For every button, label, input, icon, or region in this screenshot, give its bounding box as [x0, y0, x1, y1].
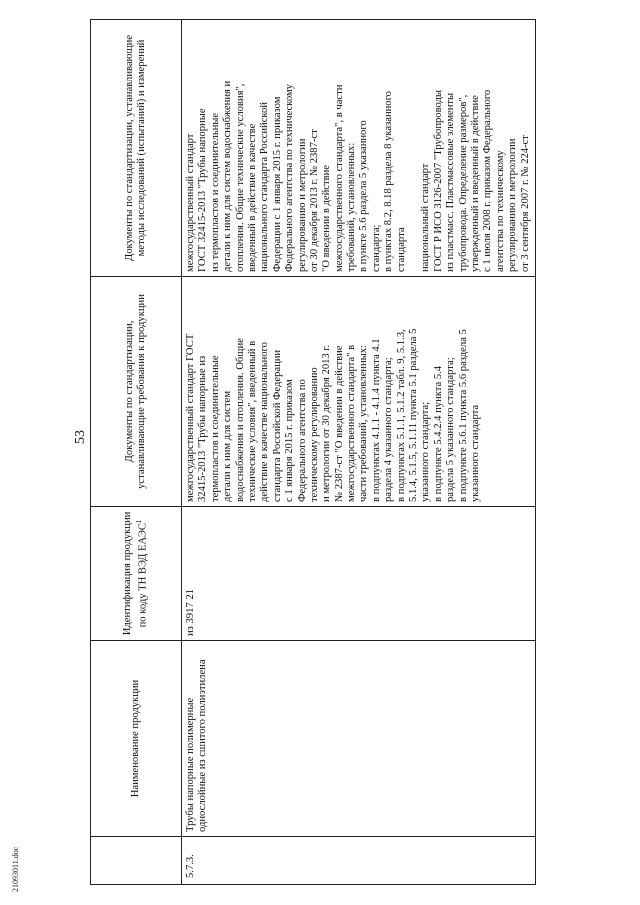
header-num: [91, 837, 182, 885]
header-product-name: Наименование продукции: [91, 641, 182, 837]
methods-line: от 30 декабря 2013 г. № 2387-ст: [308, 129, 320, 272]
table-header-row: [91, 20, 182, 885]
requirements-line: 32415-2013 "Трубы напорные из: [197, 355, 209, 502]
methods-line: с 1 июля 2008 г. приказом Федерального: [482, 89, 494, 272]
methods-line: отопления. Общие технические условия",: [234, 83, 246, 272]
requirements-line: в подпунктах 5.1.1, 5.1.2 табл. 9, 5.1.3,: [395, 329, 407, 502]
methods-line: [408, 24, 420, 272]
methods-line: Федерального агентства по техническому: [284, 84, 296, 272]
methods-line: ГОСТ Р ИСО 3126-2007 "Трубопроводы: [432, 89, 444, 272]
requirements-line: в подпункте 5.4.2.4 пункта 5.4: [432, 365, 444, 502]
methods-line: в пункте 5.6 раздела 5 указанного: [358, 120, 370, 272]
requirements-line: технические условия", введенный в: [246, 340, 258, 502]
methods-line: введенный в действие в качестве: [246, 123, 258, 272]
requirements-line: детали к ним для систем: [222, 390, 234, 502]
requirements-line: с 1 января 2015 г. приказом: [284, 379, 296, 502]
requirements-line: межгосударственный стандарт ГОСТ: [185, 333, 196, 502]
header-requirements-docs: Документы по стандартизации, устанавливающие требования к продукции: [91, 277, 182, 507]
methods-line: межгосударственного стандарта", в части: [333, 84, 345, 272]
methods-line: стандарта: [395, 227, 407, 272]
methods-line: утвержденный и введенный в действие: [469, 95, 481, 272]
row-code: из 3917 21: [182, 507, 536, 641]
methods-line: национального стандарта Российской: [259, 102, 271, 272]
requirements-line: раздела 4 указанного стандарта;: [383, 357, 395, 502]
methods-line: Федерации с 1 января 2015 г. приказом: [271, 96, 283, 272]
methods-line: агентства по техническому: [494, 150, 506, 272]
methods-line: детали к ним для систем водоснабжения и: [222, 80, 234, 272]
table-row: [182, 20, 536, 885]
header-methods-docs: Документы по стандартизации, устанавливающие методы исследований (испытаний) и измерений: [91, 20, 182, 277]
requirements-line: № 2387-ст "О введении в действие: [333, 345, 345, 502]
methods-line: от 3 сентября 2007 г. № 224-ст: [519, 135, 531, 272]
methods-line: "О введении в действие: [321, 165, 333, 272]
requirements-line: термопластов и соединительные: [209, 355, 221, 502]
requirements-line: указанного стандарта;: [420, 401, 432, 502]
row-requirements: [182, 277, 536, 507]
methods-line: из термопластов и соединительные: [209, 112, 221, 272]
row-product-name: Трубы напорные полимерные однослойные из сшитого полиэтилена: [182, 641, 536, 837]
methods-line: в пунктах 8.2, 8.18 раздела 8 указанного: [383, 91, 395, 272]
methods-line: требований, установленных:: [346, 142, 358, 272]
methods-line: межгосударственный стандарт: [185, 133, 196, 272]
requirements-line: указанного стандарта: [469, 404, 481, 502]
requirements-line: действие в качестве национального: [259, 342, 271, 502]
requirements-line: стандарта Российской Федерации: [271, 349, 283, 502]
methods-line: ГОСТ 32415-2013 "Трубы напорные: [197, 108, 209, 272]
requirements-line: в подпункте 5.6.1 пункта 5.6 раздела 5: [457, 329, 469, 502]
requirements-line: раздела 5 указанного стандарта;: [445, 357, 457, 502]
methods-line: регулированию и метрологии: [296, 138, 308, 272]
header-code: [91, 507, 182, 641]
header-code-footnote: 1: [134, 519, 143, 524]
methods-line: из пластмасс. Пластмассовые элементы: [445, 92, 457, 272]
requirements-line: части требований, установленных:: [358, 345, 370, 502]
requirements-line: Федерального агентства по: [296, 379, 308, 502]
methods-line: регулированию и метрологии: [507, 138, 519, 272]
requirements-line: 5.1.4, 5.1.5, 5.1.11 пункта 5.1 раздела 5: [408, 328, 420, 502]
row-number: 5.7.3.: [182, 837, 536, 885]
page-number: 53: [73, 430, 88, 444]
standards-table: [90, 19, 536, 885]
requirements-line: и метрологии от 30 декабря 2013 г.: [321, 344, 333, 502]
methods-line: стандарта;: [370, 224, 382, 272]
methods-line: трубопровода. Определение размеров",: [457, 94, 469, 272]
requirements-line: водоснабжения и отопления. Общие: [234, 338, 246, 502]
header-code-text: Идентификация продукции по коду ТН ВЭД ЕАЭС: [122, 511, 149, 636]
requirements-line: межгосударственного стандарта" в: [346, 344, 358, 502]
rotated-table-container: [90, 20, 531, 885]
footer-doc-name: 21093011.doc: [11, 846, 20, 892]
row-methods: [182, 20, 536, 277]
requirements-line: в подпунктах 4.1.1 - 4.1.4 пункта 4.1: [370, 338, 382, 502]
methods-line: национальный стандарт: [420, 163, 432, 272]
requirements-line: техническому регулированию: [308, 367, 320, 502]
